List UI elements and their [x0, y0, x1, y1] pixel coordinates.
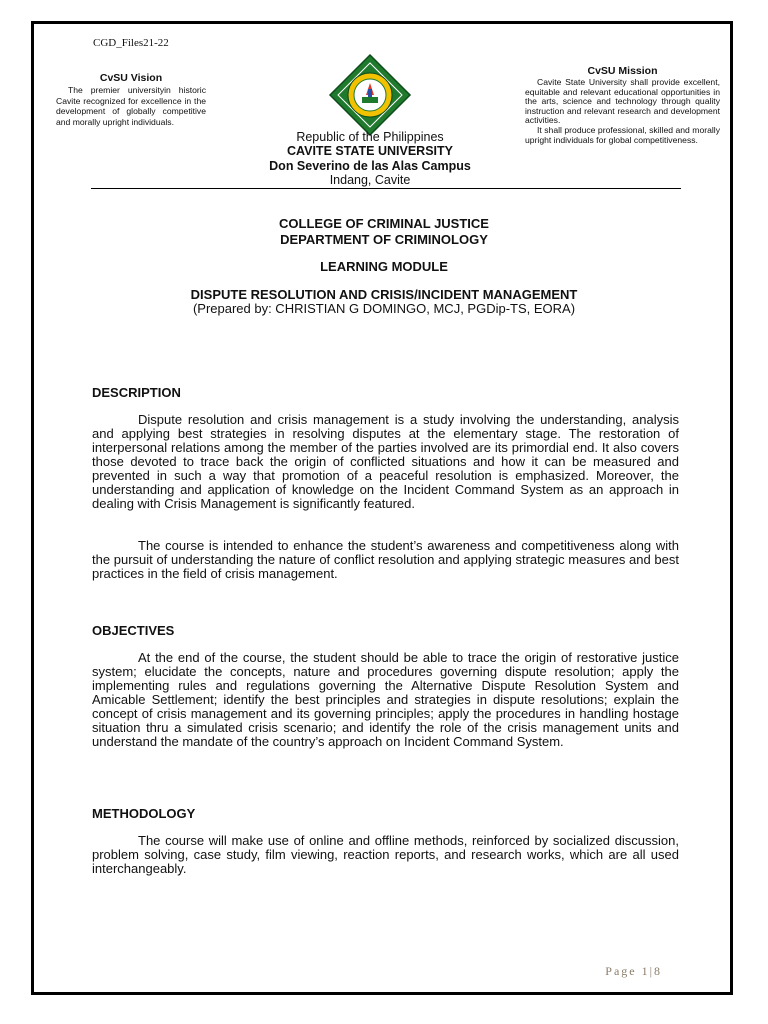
mission-title: CvSU Mission — [587, 65, 658, 77]
college-name: COLLEGE OF CRIMINAL JUSTICE — [279, 216, 489, 231]
campus-location: Indang, Cavite — [329, 173, 411, 187]
page-border — [31, 21, 733, 995]
document-code: CGD_Files21-22 — [93, 37, 169, 49]
campus-name: Don Severino de las Alas Campus — [269, 159, 471, 173]
mission-block — [525, 65, 720, 145]
section-heading-description: DESCRIPTION — [92, 385, 181, 400]
vision-block — [56, 72, 206, 127]
description-paragraph-2: The course is intended to enhance the student’s awareness and competitiveness along with the pursuit of understanding the nature of conflict resolution and applying strategic measures and best practices in the field of crisis management. — [92, 538, 679, 581]
republic-line: Republic of the Philippines — [296, 130, 444, 144]
department-name: DEPARTMENT OF CRIMINOLOGY — [280, 232, 488, 247]
course-title: DISPUTE RESOLUTION AND CRISIS/INCIDENT MANAGEMENT — [190, 287, 578, 302]
methodology-paragraph: The course will make use of online and offline methods, reinforced by socialized discussion, problem solving, case study, film viewing, reaction reports, and research works, which are all used interchangeably. — [92, 833, 679, 876]
university-seal-icon — [328, 53, 412, 137]
module-label: LEARNING MODULE — [320, 259, 448, 274]
prepared-by: (Prepared by: CHRISTIAN G DOMINGO, MCJ, PGDip-TS, EORA) — [192, 301, 576, 316]
header-divider — [91, 188, 681, 189]
mission-text-1: Cavite State University shall provide excellent, equitable and relevant educational opportunities in the arts, science and technology through quality instruction and relevant research and development activities. — [525, 77, 720, 126]
objectives-paragraph: At the end of the course, the student should be able to trace the origin of restorative justice system; elucidate the concepts, nature and procedures governing dispute resolution; apply the implementing rules and regulations governing the Alternative Dispute Resolution System and Amicable Settlement; identify the best principles and strategies in dispute resolutions; explain the concept of crisis management and its governing principles; apply the procedures in handling hostage situation thru a simulated crisis scenario; and identify the role of the crisis management units and understand the mandate of the country’s approach on Incident Command System. — [92, 650, 679, 749]
description-paragraph-1: Dispute resolution and crisis management is a study involving the understanding, analysis and applying best strategies in resolving disputes at the elementary stage. The restoration of interpersonal relations among the member of the parties involved are its primordial end. It also covers those devoted to trace back the origin of conflicted situations and how it can be measured and prevented in such a way that promotion of a peaceful resolution is emphasized. Moreover, the understanding and application of knowledge on the Incident Command System as an approach in dealing with Crisis Management is significantly featured. — [92, 412, 679, 511]
university-name: CAVITE STATE UNIVERSITY — [287, 144, 453, 158]
vision-text: The premier universityin historic Cavite recognized for excellence in the development of globally competitive and morally upright individuals. — [56, 85, 206, 127]
page-number: Page 1|8 — [605, 964, 662, 978]
section-heading-objectives: OBJECTIVES — [92, 623, 175, 638]
mission-text-2: It shall produce professional, skilled and morally upright individuals for global competitiveness. — [525, 124, 720, 145]
vision-title: CvSU Vision — [99, 72, 163, 84]
section-heading-methodology: METHODOLOGY — [92, 806, 196, 821]
